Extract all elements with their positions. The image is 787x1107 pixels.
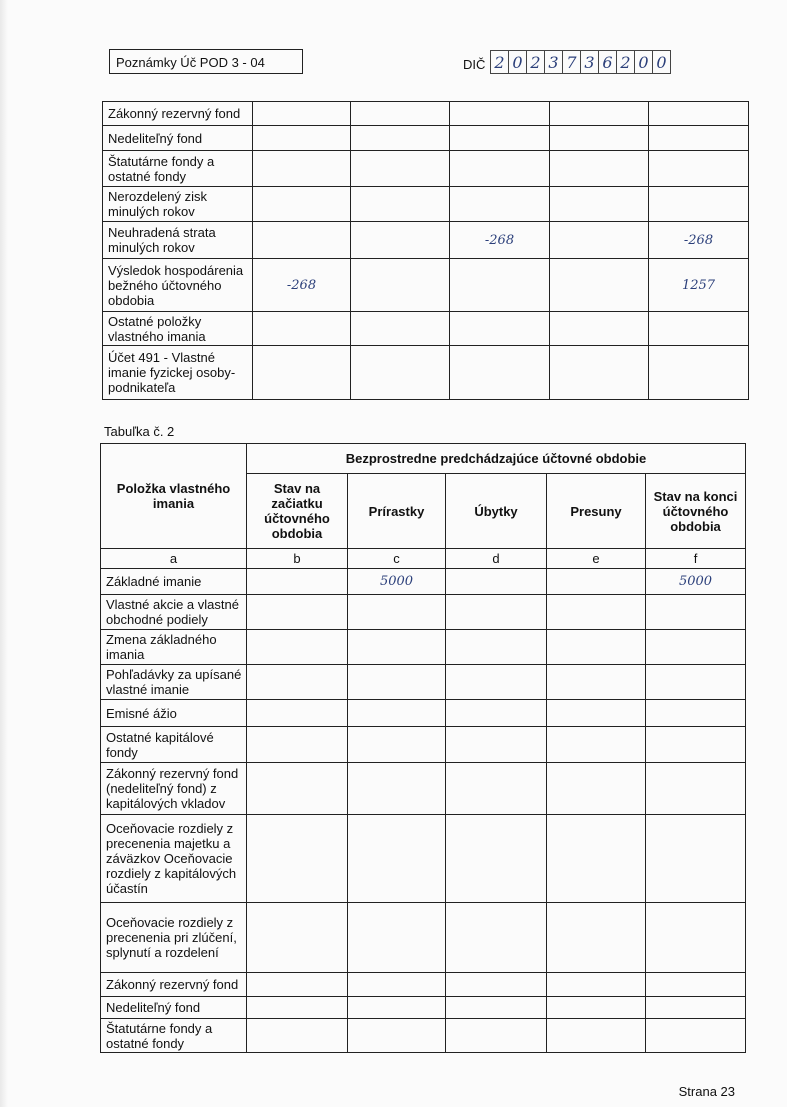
cell-e xyxy=(547,727,646,763)
cell-c xyxy=(348,1019,446,1053)
row-label: Zmena základného imania xyxy=(101,630,247,665)
table-row xyxy=(101,665,746,700)
cell-c: 5000 xyxy=(348,569,446,595)
cell-d xyxy=(450,312,550,346)
col-letter: b xyxy=(247,549,348,569)
equity-table-1 xyxy=(102,101,749,400)
col-header-f: Stav na konci účtovného obdobia xyxy=(646,474,746,549)
row-label: Účet 491 - Vlastné imanie fyzickej osoby-podnikateľa xyxy=(103,346,253,400)
page-number: Strana 23 xyxy=(678,1084,735,1099)
row-label: Vlastné akcie a vlastné obchodné podiely xyxy=(101,595,247,630)
row-label: Nerozdelený zisk minulých rokov xyxy=(103,187,253,222)
row-label: Neuhradená strata minulých rokov xyxy=(103,222,253,259)
row-label: Základné imanie xyxy=(101,569,247,595)
table-row xyxy=(101,973,746,997)
cell-b xyxy=(247,815,348,903)
cell-d: -268 xyxy=(450,222,550,259)
dic-digit: 6 xyxy=(598,50,617,74)
col-header-d: Úbytky xyxy=(446,474,547,549)
cell-d xyxy=(450,346,550,400)
cell-c xyxy=(348,763,446,815)
cell-d xyxy=(446,665,547,700)
dic-digit: 3 xyxy=(544,50,563,74)
col-header-c: Prírastky xyxy=(348,474,446,549)
cell-e xyxy=(550,346,649,400)
dic-field xyxy=(490,50,670,74)
cell-b xyxy=(247,700,348,727)
cell-f xyxy=(649,312,749,346)
cell-e xyxy=(547,665,646,700)
cell-c xyxy=(351,187,450,222)
row-label: Zákonný rezervný fond xyxy=(103,102,253,126)
cell-f xyxy=(646,973,746,997)
cell-c xyxy=(348,815,446,903)
cell-e xyxy=(550,187,649,222)
dic-digit: 3 xyxy=(580,50,599,74)
cell-c xyxy=(348,595,446,630)
col-letter: c xyxy=(348,549,446,569)
cell-b xyxy=(247,569,348,595)
table-row xyxy=(103,346,749,400)
table-row xyxy=(101,630,746,665)
dic-digit: 7 xyxy=(562,50,581,74)
cell-d xyxy=(450,259,550,312)
cell-e xyxy=(547,1019,646,1053)
table-row xyxy=(103,102,749,126)
section-title: Poznámky Úč POD 3 - 04 xyxy=(109,49,303,74)
row-label: Štatutárne fondy a ostatné fondy xyxy=(103,151,253,187)
cell-e xyxy=(547,997,646,1019)
row-label: Ostatné kapitálové fondy xyxy=(101,727,247,763)
cell-b xyxy=(253,312,351,346)
cell-e xyxy=(547,700,646,727)
cell-d xyxy=(446,815,547,903)
cell-b xyxy=(247,903,348,973)
row-label: Zákonný rezervný fond (nedeliteľný fond) z kapitálových vkladov xyxy=(101,763,247,815)
dic-digit: 2 xyxy=(616,50,635,74)
table-row xyxy=(101,700,746,727)
cell-f xyxy=(646,595,746,630)
cell-e xyxy=(547,973,646,997)
dic-digit: 0 xyxy=(652,50,671,74)
cell-e xyxy=(547,630,646,665)
cell-b xyxy=(253,222,351,259)
col-letter: e xyxy=(547,549,646,569)
row-label: Zákonný rezervný fond xyxy=(101,973,247,997)
cell-f xyxy=(649,187,749,222)
table-row xyxy=(103,151,749,187)
cell-e xyxy=(550,126,649,151)
cell-d xyxy=(446,763,547,815)
row-label: Štatutárne fondy a ostatné fondy xyxy=(101,1019,247,1053)
cell-f: 1257 xyxy=(649,259,749,312)
dic-digit: 2 xyxy=(526,50,545,74)
table-row xyxy=(103,222,749,259)
cell-d xyxy=(446,997,547,1019)
cell-d xyxy=(450,187,550,222)
cell-b xyxy=(247,727,348,763)
col-letter: d xyxy=(446,549,547,569)
group-header: Bezprostredne predchádzajúce účtovné obdobie xyxy=(247,444,746,474)
cell-c xyxy=(348,727,446,763)
cell-d xyxy=(446,727,547,763)
table-row xyxy=(101,595,746,630)
cell-e xyxy=(550,312,649,346)
cell-d xyxy=(450,102,550,126)
cell-d xyxy=(450,126,550,151)
table-2-caption: Tabuľka č. 2 xyxy=(104,424,175,439)
cell-b xyxy=(253,346,351,400)
cell-d xyxy=(446,630,547,665)
scan-edge-shadow xyxy=(0,0,8,1107)
cell-b xyxy=(247,595,348,630)
cell-e xyxy=(547,595,646,630)
col-letter: f xyxy=(646,549,746,569)
cell-c xyxy=(348,665,446,700)
cell-e xyxy=(547,815,646,903)
cell-d xyxy=(446,595,547,630)
cell-d xyxy=(446,973,547,997)
cell-e xyxy=(547,903,646,973)
cell-e xyxy=(550,102,649,126)
cell-e xyxy=(550,259,649,312)
cell-c xyxy=(351,259,450,312)
table-row xyxy=(103,126,749,151)
cell-f xyxy=(646,997,746,1019)
cell-b xyxy=(253,102,351,126)
cell-c xyxy=(351,312,450,346)
cell-c xyxy=(348,973,446,997)
cell-f xyxy=(646,665,746,700)
row-label: Oceňovacie rozdiely z precenenia majetku a záväzkov Oceňovacie rozdiely z kapitálových účastín xyxy=(101,815,247,903)
dic-label: DIČ xyxy=(463,57,486,72)
cell-b xyxy=(247,1019,348,1053)
cell-b xyxy=(247,997,348,1019)
cell-f xyxy=(646,903,746,973)
dic-digit: 0 xyxy=(634,50,653,74)
cell-f xyxy=(646,763,746,815)
cell-f xyxy=(649,346,749,400)
table-row xyxy=(101,727,746,763)
cell-d xyxy=(446,1019,547,1053)
cell-e xyxy=(547,763,646,815)
table-row xyxy=(101,903,746,973)
cell-c xyxy=(351,151,450,187)
row-label: Pohľadávky za upísané vlastné imanie xyxy=(101,665,247,700)
cell-b xyxy=(253,151,351,187)
cell-b xyxy=(253,126,351,151)
cell-d xyxy=(446,569,547,595)
table-row xyxy=(103,259,749,312)
cell-f xyxy=(646,727,746,763)
cell-c xyxy=(348,903,446,973)
col-header-b: Stav na začiatku účtovného obdobia xyxy=(247,474,348,549)
cell-d xyxy=(446,700,547,727)
cell-f xyxy=(646,815,746,903)
row-label: Ostatné položky vlastného imania xyxy=(103,312,253,346)
cell-c xyxy=(351,102,450,126)
cell-f xyxy=(646,700,746,727)
cell-e xyxy=(547,569,646,595)
cell-f: 5000 xyxy=(646,569,746,595)
cell-f: -268 xyxy=(649,222,749,259)
cell-b xyxy=(247,973,348,997)
cell-b xyxy=(247,763,348,815)
col-header-e: Presuny xyxy=(547,474,646,549)
cell-b xyxy=(247,665,348,700)
equity-table-2 xyxy=(100,443,746,1053)
cell-b xyxy=(247,630,348,665)
cell-b xyxy=(253,187,351,222)
cell-f xyxy=(646,1019,746,1053)
cell-c xyxy=(351,126,450,151)
cell-c xyxy=(348,700,446,727)
cell-c xyxy=(348,630,446,665)
row-label: Nedeliteľný fond xyxy=(101,997,247,1019)
cell-f xyxy=(646,630,746,665)
cell-c xyxy=(351,222,450,259)
col-header-item: Položka vlastného imania xyxy=(101,444,247,549)
cell-e xyxy=(550,222,649,259)
table-row xyxy=(101,1019,746,1053)
cell-d xyxy=(446,903,547,973)
row-label: Výsledok hospodárenia bežného účtovného obdobia xyxy=(103,259,253,312)
cell-b: -268 xyxy=(253,259,351,312)
cell-c xyxy=(351,346,450,400)
cell-e xyxy=(550,151,649,187)
table-row xyxy=(103,312,749,346)
dic-digit: 0 xyxy=(508,50,527,74)
row-label: Nedeliteľný fond xyxy=(103,126,253,151)
table-row xyxy=(101,569,746,595)
row-label: Oceňovacie rozdiely z precenenia pri zlúčení, splynutí a rozdelení xyxy=(101,903,247,973)
cell-f xyxy=(649,102,749,126)
cell-f xyxy=(649,126,749,151)
dic-digit: 2 xyxy=(490,50,509,74)
row-label: Emisné ážio xyxy=(101,700,247,727)
cell-f xyxy=(649,151,749,187)
col-letter: a xyxy=(101,549,247,569)
table-row xyxy=(103,187,749,222)
cell-d xyxy=(450,151,550,187)
table-row xyxy=(101,997,746,1019)
table-row xyxy=(101,763,746,815)
table-row xyxy=(101,815,746,903)
cell-c xyxy=(348,997,446,1019)
